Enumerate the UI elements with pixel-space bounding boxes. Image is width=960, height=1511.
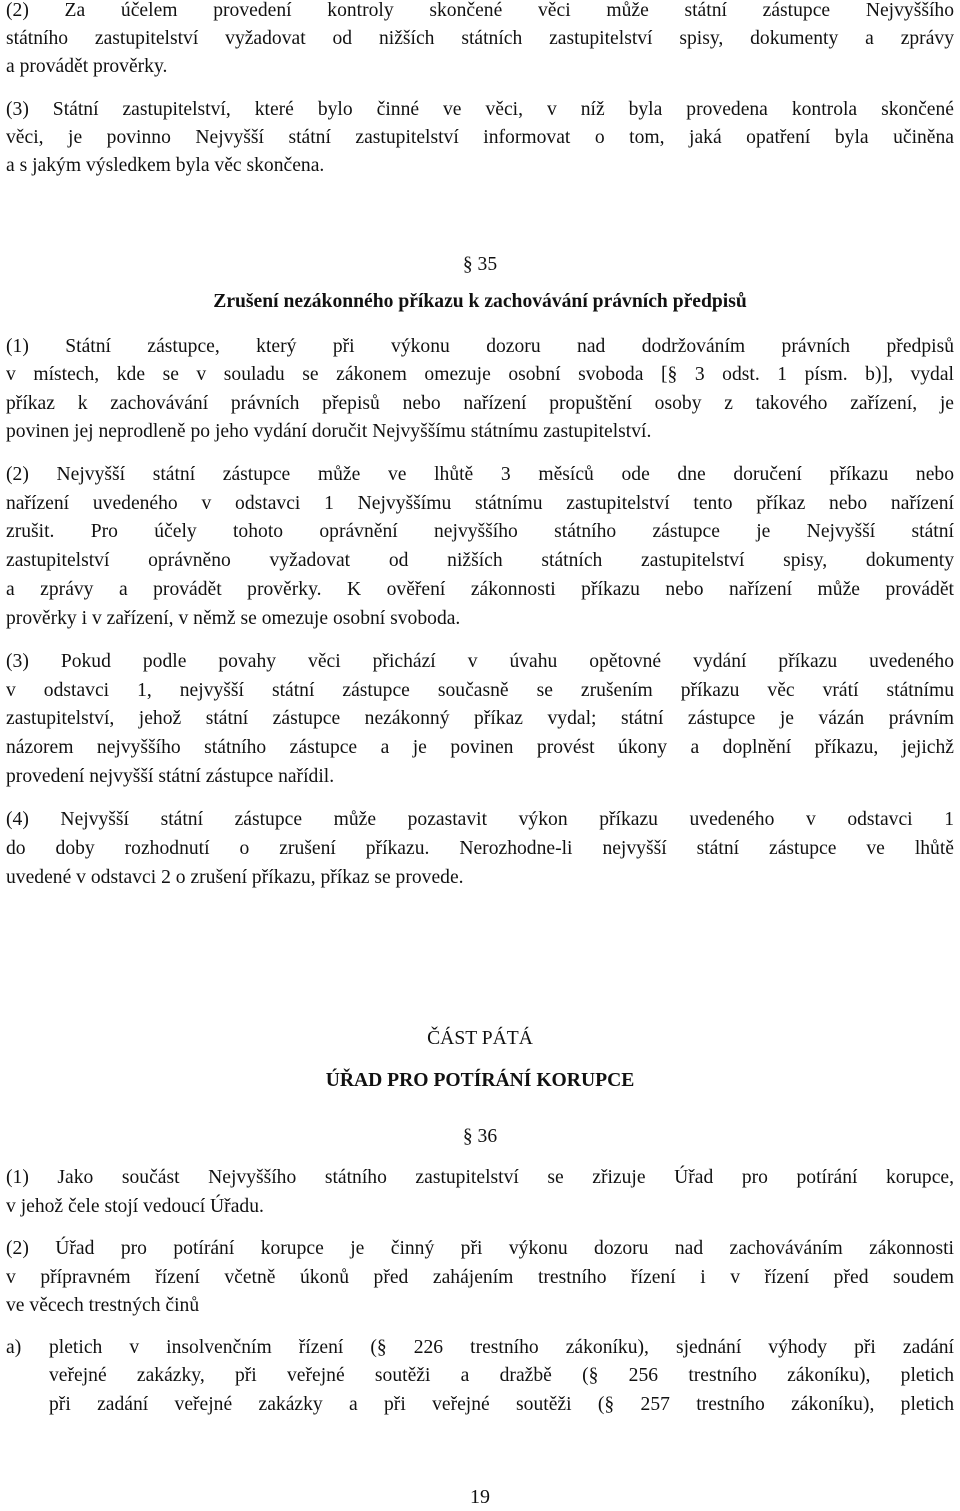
text-line: (1) Státní zástupce, který při výkonu dozoru nad dodržováním právních předpisů xyxy=(6,336,954,357)
text-line: nařízení uvedeného v odstavci 1 Nejvyššímu státnímu zastupitelství tento příkaz nebo nařízení xyxy=(6,493,954,514)
text-line: (4) Nejvyšší státní zástupce může pozastavit výkon příkazu uvedeného v odstavci 1 xyxy=(6,809,954,830)
text-line: zastupitelství, jehož státní zástupce nezákonný příkaz vydal; státní zástupce je vázán právním xyxy=(6,708,954,729)
part-title: ÚŘAD PRO POTÍRÁNÍ KORUPCE xyxy=(325,1070,635,1091)
text-line: zrušit. Pro účely tohoto oprávnění nejvyššího státního zástupce je Nejvyšší státní xyxy=(6,521,954,542)
text-line: do doby rozhodnutí o zrušení příkazu. Nerozhodne-li nejvyšší státní zástupce ve lhůtě xyxy=(6,838,954,859)
text-line: (2) Nejvyšší státní zástupce může ve lhůtě 3 měsíců ode dne doručení příkazu nebo xyxy=(6,464,954,485)
text-line: (2) Úřad pro potírání korupce je činný při výkonu dozoru nad zachováváním zákonnosti xyxy=(6,1238,954,1259)
list-item-line: při zadání veřejné zakázky a při veřejné soutěži (§ 257 trestního zákoníku), pletich xyxy=(49,1394,954,1415)
text-line: (2) Za účelem provedení kontroly skončené věci může státní zástupce Nejvyššího xyxy=(6,0,954,21)
text-line: v přípravném řízení včetně úkonů před zahájením trestního řízení i v řízení před soudem xyxy=(6,1267,954,1288)
text-line: (3) Státní zastupitelství, které bylo činné ve věci, v níž byla provedena kontrola skončené xyxy=(6,99,954,120)
text-line: a provádět prověrky. xyxy=(6,56,168,77)
text-line: uvedené v odstavci 2 o zrušení příkazu, příkaz se provede. xyxy=(6,867,464,888)
list-item-line: pletich v insolvenčním řízení (§ 226 trestního zákoníku), sjednání výhody při zadání xyxy=(49,1337,954,1358)
text-line: v jehož čele stojí vedoucí Úřadu. xyxy=(6,1196,264,1217)
list-item-line: veřejné zakázky, při veřejné soutěži a dražbě (§ 256 trestního zákoníku), pletich xyxy=(49,1365,954,1386)
text-line: prověrky i v zařízení, v němž se omezuje osobní svoboda. xyxy=(6,608,461,629)
text-line: (1) Jako součást Nejvyššího státního zastupitelství se zřizuje Úřad pro potírání korupce, xyxy=(6,1167,954,1188)
section-number: § 36 xyxy=(462,1126,498,1147)
text-line: ve věcech trestných činů xyxy=(6,1295,200,1316)
text-line: věci, je povinno Nejvyšší státní zastupitelství informovat o tom, jaká opatření byla učiněna xyxy=(6,127,954,148)
text-line: názorem nejvyššího státního zástupce a je povinen provést úkony a doplnění příkazu, jejichž xyxy=(6,737,954,758)
section-title: Zrušení nezákonného příkazu k zachovávání právních předpisů xyxy=(213,291,747,312)
text-line: v místech, kde se v souladu se zákonem omezuje osobní svoboda [§ 3 odst. 1 písm. b)], vydal xyxy=(6,364,954,385)
text-line: zastupitelství oprávněno vyžadovat od nižších státních zastupitelství spisy, dokumenty xyxy=(6,550,954,571)
document-page xyxy=(6,0,954,1509)
page-number: 19 xyxy=(470,1486,490,1508)
text-line: státního zastupitelství vyžadovat od nižších státních zastupitelství spisy, dokumenty a zprávy xyxy=(6,28,954,49)
part-heading: ČÁST PÁTÁ xyxy=(427,1028,533,1049)
text-line: a zprávy a provádět prověrky. K ověření zákonnosti příkazu nebo nařízení může provádět xyxy=(6,579,954,600)
text-line: (3) Pokud podle povahy věci přichází v úvahu opětovné vydání příkazu uvedeného xyxy=(6,651,954,672)
text-line: a s jakým výsledkem byla věc skončena. xyxy=(6,155,325,176)
section-number: § 35 xyxy=(462,254,498,275)
text-line: v odstavci 1, nejvyšší státní zástupce současně se zrušením příkazu věc vrátí státnímu xyxy=(6,680,954,701)
text-line: povinen jej neprodleně po jeho vydání doručit Nejvyššímu státnímu zastupitelství. xyxy=(6,421,652,442)
text-line: provedení nejvyšší státní zástupce nařídil. xyxy=(6,766,335,787)
text-line: příkaz k zachovávání právních přepisů nebo nařízení propuštění osoby z takového zařízení, je xyxy=(6,393,954,414)
list-item-label: a) xyxy=(6,1337,22,1358)
